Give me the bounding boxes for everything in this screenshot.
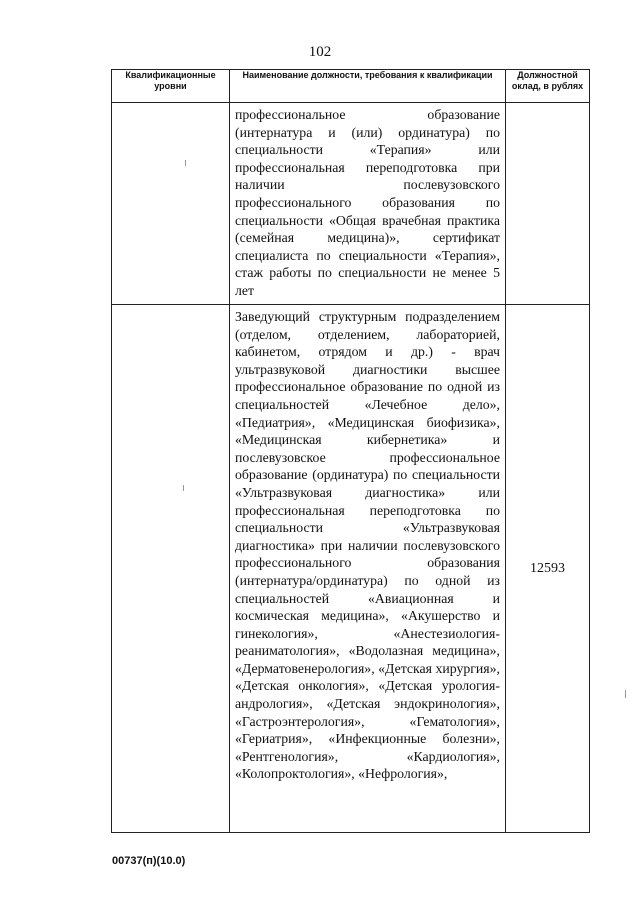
scan-mark <box>185 160 186 166</box>
scan-mark <box>625 690 626 698</box>
level-cell <box>112 103 230 305</box>
description-cell <box>230 103 506 305</box>
document-code: 00737(п)(10.0) <box>112 855 186 867</box>
description-text: профессиональное образование (интернатура и (или) ординатура) по специальности «Терапия» или профессиональная переподготовка при наличии послевузовского профессионального образования по специальности «Общая врачебная практика (семейная медицина)», сертификат специалиста по специальности «Терапия», стаж работы по специальности не менее 5 лет <box>235 107 500 298</box>
salary-cell <box>506 103 590 305</box>
salary-cell: 12593 <box>506 305 590 833</box>
description-text: Заведующий структурным подразделением (отделом, отделением, лабораторией, кабинетом, отрядом и др.) - врач ультразвуковой диагностики высшее профессиональное образование по одной из специальностей «Лечебное дело», «Педиатрия», «Медицинская биофизика», «Медицинская кибернетика» и послевузовское профессиональное образование (ординатура) по специальности «Ультразвуковая диагностика» или профессиональная переподготовка по специальности «Ультразвуковая диагностика» при наличии послевузовского профессионального образования (интернатура/ординатура) по одной из специальностей «Авиационная и космическая медицина», «Акушерство и гинекология», «Анестезиология-реаниматология», «Водолазная медицина», «Дерматовенерология», «Детская хирургия», «Детская онкология», «Детская урология-андрология», «Детская эндокринология», «Гастроэнтерология», «Гематология», «Гериатрия», «Инфекционные болезни», «Рентгенология», «Кардиология», «Колопроктология», «Нефрология», <box>235 309 500 782</box>
header-salary: Должностной оклад, в рублях <box>506 70 590 103</box>
header-position-requirements: Наименование должности, требования к квалификации <box>230 70 506 103</box>
level-cell <box>112 305 230 833</box>
description-cell <box>230 305 506 833</box>
table-row <box>112 103 590 305</box>
page-number: 102 <box>308 44 332 60</box>
scan-mark <box>183 485 184 491</box>
table-row <box>112 305 590 833</box>
header-qualification-levels: Квалификационные уровни <box>112 70 230 103</box>
qualification-table <box>111 69 590 833</box>
table-header-row <box>112 70 590 103</box>
